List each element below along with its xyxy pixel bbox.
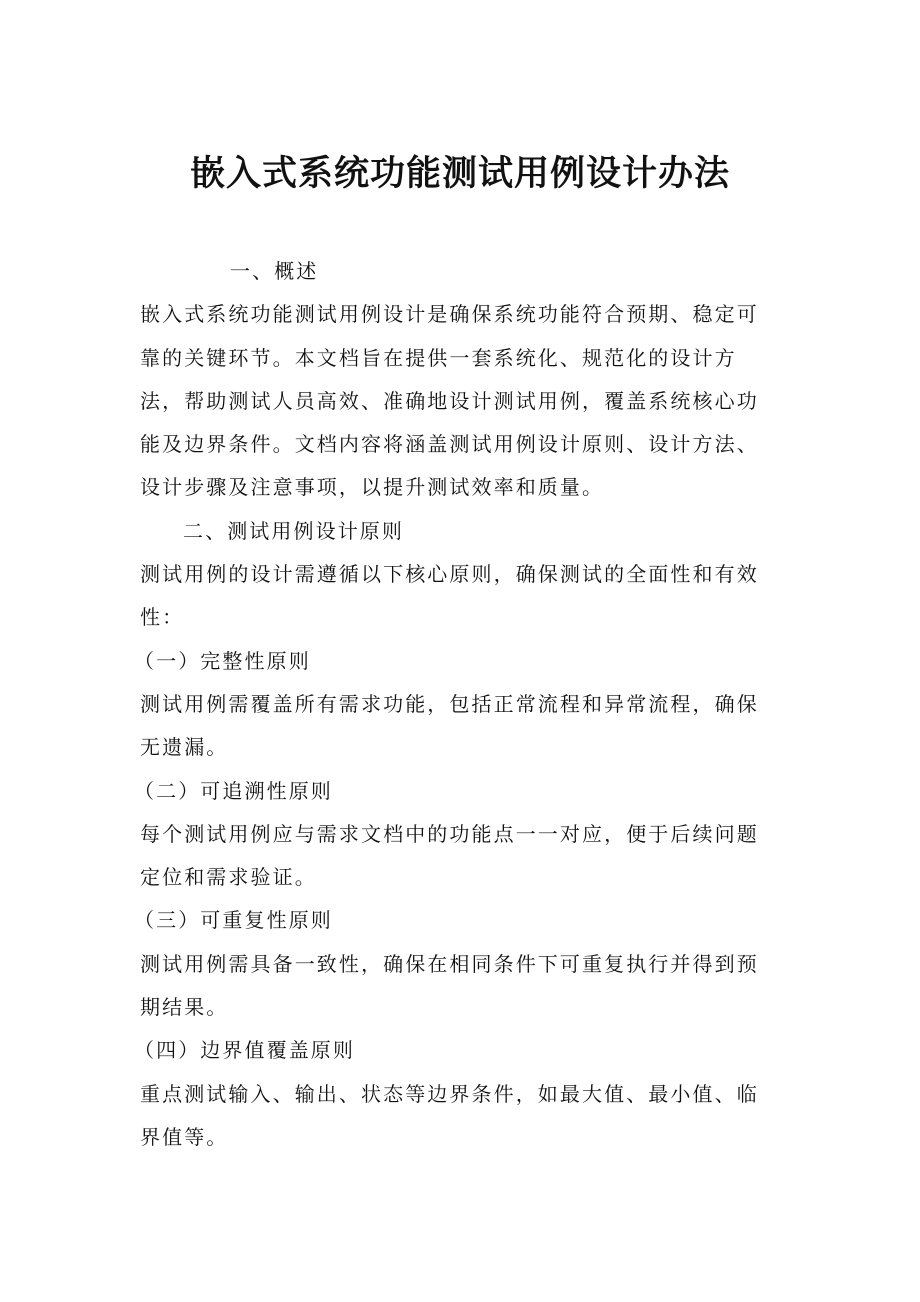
section-heading-principles: 二、测试用例设计原则 — [183, 518, 404, 543]
principle-text-boundary: 重点测试输入、输出、状态等边界条件，如最大值、最小值、临界值等。 — [140, 1081, 759, 1149]
overview-paragraph: 嵌入式系统功能测试用例设计是确保系统功能符合预期、稳定可靠的关键环节。本文档旨在提供一套系统化、规范化的设计方法，帮助测试人员高效、准确地设计测试用例，覆盖系统核心功能及边界条件。文档内容将涵盖测试用例设计原则、设计方法、设计步骤及注意事项，以提升测试效率和质量。 — [140, 302, 759, 500]
section-heading-overview: 一、概述 — [230, 259, 319, 283]
document-title: 嵌入式系统功能测试用例设计办法 — [189, 154, 730, 194]
principle-text-traceability: 每个测试用例应与需求文档中的功能点一一对应，便于后续问题定位和需求验证。 — [140, 821, 759, 890]
principle-heading-boundary: （四）边界值覆盖原则 — [134, 1038, 355, 1063]
document-body — [134, 250, 780, 1159]
principle-text-completeness: 测试用例需覆盖所有需求功能，包括正常流程和异常流程，确保无遗漏。 — [140, 691, 759, 760]
principle-text-repeatability: 测试用例需具备一致性，确保在相同条件下可重复执行并得到预期结果。 — [140, 951, 759, 1020]
principle-heading-traceability: （二）可追溯性原则 — [134, 778, 333, 803]
principle-heading-completeness: （一）完整性原则 — [134, 648, 311, 673]
principles-intro-paragraph: 测试用例的设计需遵循以下核心原则，确保测试的全面性和有效性： — [140, 562, 759, 630]
principle-heading-repeatability: （三）可重复性原则 — [134, 908, 333, 933]
